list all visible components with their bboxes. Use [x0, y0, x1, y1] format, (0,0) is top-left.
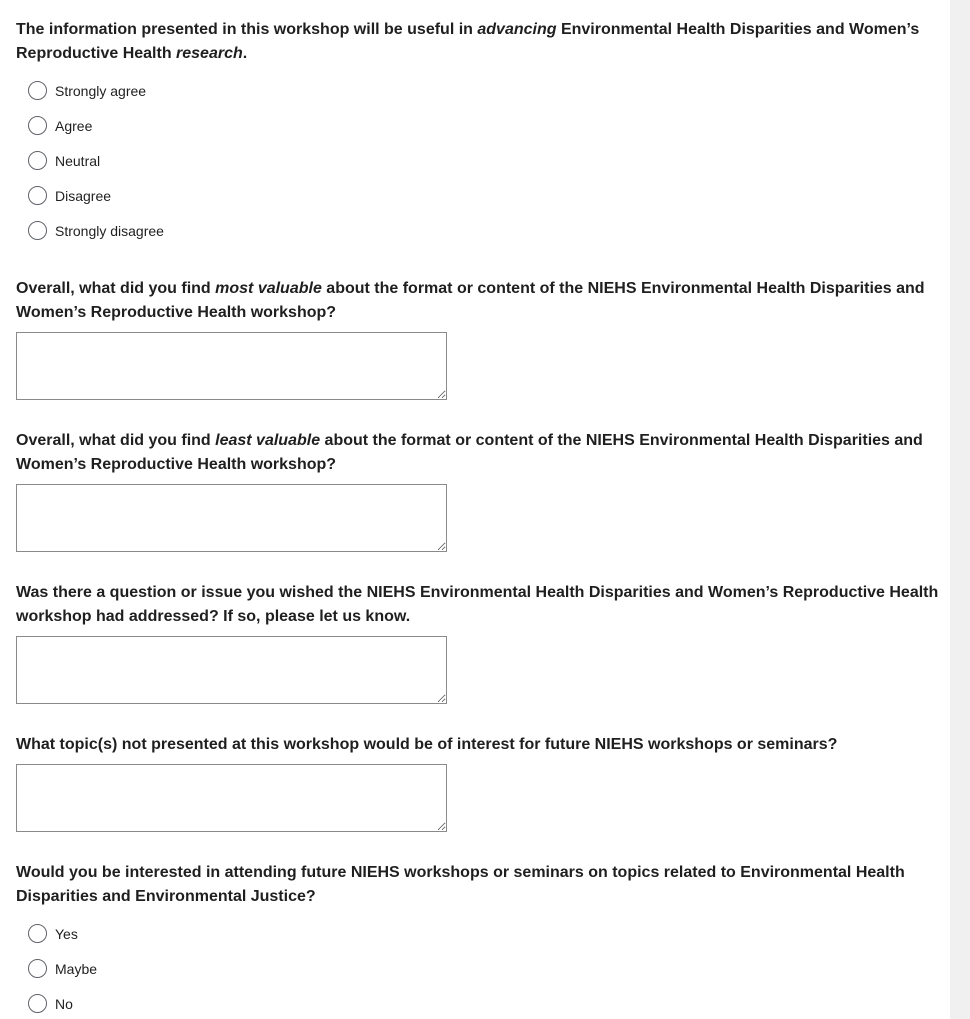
- unaddressed-issue-textarea[interactable]: [16, 636, 447, 704]
- radio-button[interactable]: [28, 221, 47, 240]
- option-yes[interactable]: [16, 916, 97, 951]
- option-disagree[interactable]: [16, 178, 164, 213]
- question-usefulness-title: [16, 18, 941, 66]
- most-valuable-textarea[interactable]: [16, 332, 447, 400]
- question-text: Overall, what did you find: [16, 280, 216, 297]
- scrollbar-track[interactable]: [950, 0, 970, 1019]
- question-emphasis: advancing: [477, 21, 557, 38]
- radio-button[interactable]: [28, 116, 47, 135]
- radio-button[interactable]: [28, 151, 47, 170]
- option-strongly-disagree[interactable]: [16, 213, 164, 248]
- question-least-valuable-title: [16, 429, 941, 477]
- option-label: Strongly agree: [55, 82, 147, 99]
- question-text: The information presented in this workshop will be useful in: [16, 21, 478, 38]
- option-label: Neutral: [55, 152, 101, 169]
- question-unaddressed-issue-title: Was there a question or issue you wished the NIEHS Environmental Health Disparities and Women’s Reproductive Health workshop had addressed? If so, please let us know.: [16, 584, 939, 625]
- option-maybe[interactable]: [16, 951, 97, 986]
- radio-button[interactable]: [28, 81, 47, 100]
- question-text: Overall, what did you find: [16, 432, 216, 449]
- question-future-topics-title: What topic(s) not presented at this workshop would be of interest for future NIEHS workshops or seminars?: [16, 736, 838, 753]
- question-text: Environmental Health Disparities and Women’s Reproductive Health: [16, 21, 920, 62]
- option-no[interactable]: [16, 986, 97, 1019]
- option-neutral[interactable]: [16, 143, 164, 178]
- radio-button[interactable]: [28, 186, 47, 205]
- least-valuable-textarea[interactable]: [16, 484, 447, 552]
- option-agree[interactable]: [16, 108, 164, 143]
- future-interest-options: [16, 916, 97, 1019]
- usefulness-options: [16, 73, 164, 248]
- option-label: Maybe: [55, 960, 98, 977]
- option-label: Disagree: [55, 187, 112, 204]
- question-text: .: [242, 45, 248, 62]
- option-label: No: [55, 995, 73, 1012]
- option-label: Yes: [55, 925, 78, 942]
- question-emphasis: least valuable: [215, 432, 321, 449]
- future-topics-textarea[interactable]: [16, 764, 447, 832]
- radio-button[interactable]: [28, 924, 47, 943]
- question-text: about the format or content of the NIEHS Environmental Health Disparities and Women’s Reproductive Health workshop?: [16, 280, 925, 321]
- question-most-valuable-title: [16, 277, 941, 325]
- radio-button[interactable]: [28, 994, 47, 1013]
- question-future-interest-title: Would you be interested in attending future NIEHS workshops or seminars on topics related to Environmental Health Disparities and Environmental Justice?: [16, 864, 905, 905]
- radio-button[interactable]: [28, 959, 47, 978]
- option-label: Strongly disagree: [55, 222, 164, 239]
- option-label: Agree: [55, 117, 93, 134]
- option-strongly-agree[interactable]: [16, 73, 164, 108]
- question-emphasis: research: [176, 45, 243, 62]
- question-text: about the format or content of the NIEHS Environmental Health Disparities and Women’s Reproductive Health workshop?: [16, 432, 923, 473]
- question-emphasis: most valuable: [215, 280, 322, 297]
